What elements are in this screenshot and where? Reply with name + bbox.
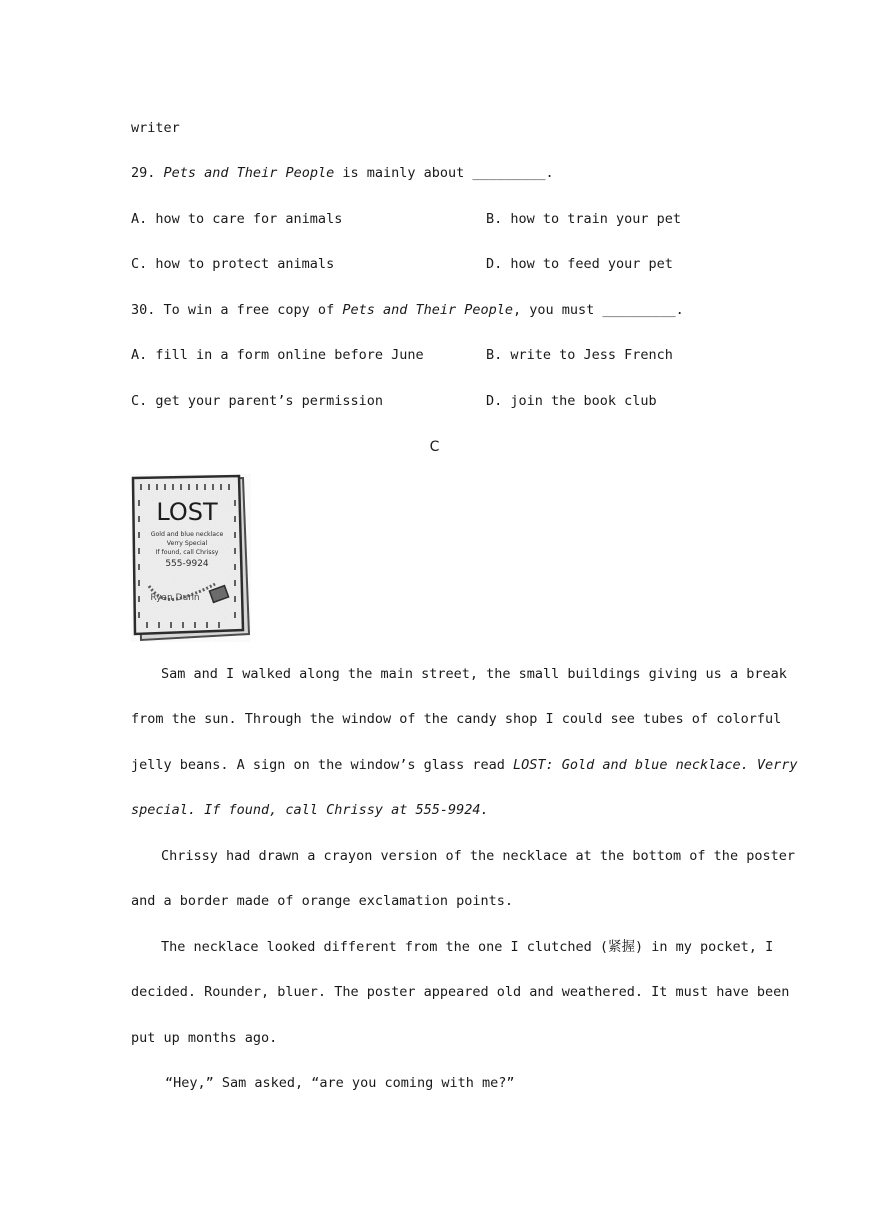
passage-p1-line-3-text: jelly beans. A sign on the window’s glass read [131, 757, 514, 773]
passage-p2-line-2: and a border made of orange exclamation points. [131, 893, 514, 909]
question-29-number: 29. [131, 165, 156, 181]
passage-p1-line-4 [131, 801, 737, 819]
q30-option-a[interactable]: A. fill in a form online before June [131, 347, 424, 363]
sign-text: LOST: Gold and blue necklace. Verry [513, 757, 798, 773]
q30-option-d[interactable]: D. join the book club [486, 393, 657, 409]
passage-p1-line-3 [131, 756, 798, 774]
q29-option-c[interactable]: C. how to protect animals [131, 256, 335, 272]
poster-line-4: 555-9924 [165, 559, 209, 569]
q29-option-d[interactable]: D. how to feed your pet [486, 256, 673, 272]
poster-heading: LOST [156, 498, 218, 526]
poster-bottom-text: Ryan Dunn [150, 593, 200, 603]
question-29-text: is mainly about _________. [334, 165, 554, 181]
q29-option-b[interactable]: B. how to train your pet [486, 211, 682, 227]
continued-word: writer [131, 120, 180, 136]
question-30-text-post: , you must _________. [513, 302, 684, 318]
question-30-text-pre: 30. To win a free copy of [131, 302, 343, 318]
q30-option-b[interactable]: B. write to Jess French [486, 347, 673, 363]
passage-p1-line-2: from the sun. Through the window of the candy shop I could see tubes of colorful [131, 711, 782, 727]
book-title: Pets and Their People [342, 302, 514, 318]
question-29-stem [131, 164, 554, 182]
passage-p4-line-1: “Hey,” Sam asked, “are you coming with me?” [165, 1075, 515, 1091]
q29-option-a[interactable]: A. how to care for animals [131, 211, 343, 227]
passage-p1-line-1: Sam and I walked along the main street, the small buildings giving us a break [161, 666, 787, 682]
passage-p3-line-1: The necklace looked different from the one I clutched (紧握) in my pocket, I [161, 939, 774, 955]
sign-text-continued: special. If found, call Chrissy at 555-9924. [131, 802, 489, 818]
passage-p3-line-2: decided. Rounder, bluer. The poster appeared old and weathered. It must have been [131, 984, 790, 1000]
poster-line-3: If found, call Chrissy [155, 549, 219, 556]
poster-line-1: Gold and blue necklace [150, 531, 224, 538]
lost-poster-image [131, 474, 251, 642]
section-heading: C [429, 439, 440, 455]
passage-p3-line-3: put up months ago. [131, 1030, 278, 1046]
book-title: Pets and Their People [163, 165, 335, 181]
question-30-stem [131, 301, 684, 319]
poster-line-2: Verry Special [166, 540, 208, 547]
passage-p2-line-1: Chrissy had drawn a crayon version of the necklace at the bottom of the poster [161, 848, 795, 864]
q30-option-c[interactable]: C. get your parent’s permission [131, 393, 383, 409]
